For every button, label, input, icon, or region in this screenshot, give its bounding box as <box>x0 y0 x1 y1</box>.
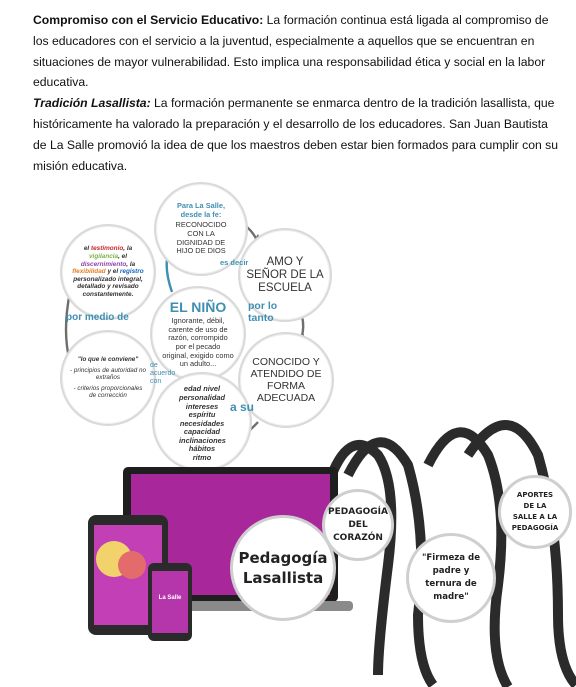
w11: personalizado integral, detallado y revisado constantemente. <box>73 275 143 298</box>
circle-conocido-text: CONOCIDO Y ATENDIDO DE FORMA ADECUADA <box>250 356 322 404</box>
paragraph-compromiso-title: Compromiso con el Servicio Educativo: <box>33 13 264 27</box>
bubble-aportes: APORTES DE LA SALLE A LA PEDAGOGÍA <box>498 475 572 549</box>
circle-nino-title: EL NIÑO <box>169 299 227 316</box>
circle-testimonio <box>60 224 156 320</box>
phone-logo: La Salle <box>158 595 182 601</box>
w5: , el <box>118 253 128 261</box>
label-a-su: a su <box>230 400 255 414</box>
lasallian-graphic <box>88 415 576 687</box>
bubble-pedagogia-lasallista: Pedagogía Lasallista <box>230 515 336 621</box>
paragraph-tradicion-body: La formación permanente se enmarca dentro de la tradición lasallista, que históricamente ha valorado la preparación y el desarrollo de los educadores. San Juan Bautista de La Salle promovió la idea de que los maestros deben estar bien formados para cumplir con su misión educativa. <box>33 96 559 173</box>
circle-testimonio-text <box>69 245 147 298</box>
w9: y el <box>107 268 119 276</box>
circle-conviene-line3: - criterios proporcionales de corrección <box>73 384 143 400</box>
paragraph-compromiso-body: La formación continua está ligada al compromiso de los educadores con el servicio a la juventud, especialmente a aquellos que se encuentran en situaciones de mayor vulnerabilidad. Esto implica una responsabilidad ética y social en la labor educativa. <box>33 13 549 90</box>
word-flexibilidad: flexibilidad <box>72 268 106 276</box>
label-es-decir: es decir <box>220 258 249 267</box>
bubble-firmeza-ternura: "Firmeza de padre y ternura de madre" <box>406 533 496 623</box>
text-block <box>33 10 563 176</box>
phone-screen <box>152 571 188 633</box>
circle-nino-body: Ignorante, débil, carente de uso de razón, corrompido por el pecado original, exigido como un adulto... <box>162 316 234 369</box>
circle-conviene-line1: "lo que le conviene" <box>77 356 139 364</box>
circle-amo-text: AMO Y SEÑOR DE LA ESCUELA <box>246 255 324 294</box>
circle-dignidad-title: Para La Salle, desde la fe: <box>176 201 226 219</box>
circle-conviene <box>60 330 156 426</box>
label-por-lo-tanto: por lo tanto <box>248 300 278 324</box>
paragraph-tradicion-title: Tradición Lasallista: <box>33 96 151 111</box>
word-discernimiento: discernimiento <box>80 260 127 268</box>
circle-dignidad-body: RECONOCIDO CON LA DIGNIDAD DE HIJO DE DIOS <box>175 220 227 256</box>
w7: , la <box>126 260 136 268</box>
word-vigilancia: vigilancia <box>88 253 119 261</box>
label-por-medio-de: por medio de <box>66 312 129 323</box>
word-registro: registro <box>119 268 144 276</box>
w3: , la <box>123 245 133 253</box>
circle-personalidad-text: edad nivel personalidad intereses espíritu necesidades capacidad inclinaciones hábitos ritmo <box>179 384 226 463</box>
word-testimonio: testimonio <box>90 245 124 253</box>
circle-conviene-line2: - principios de autoridad no extraños <box>70 366 146 382</box>
bubble-pedagogia-corazon: PEDAGOGÍA DEL CORAZÓN <box>322 489 394 561</box>
paragraph-tradicion <box>33 93 563 176</box>
w1: el <box>83 245 90 253</box>
paragraph-compromiso <box>33 10 563 93</box>
label-de-acuerdo-con: de acuerdo con <box>150 362 176 385</box>
